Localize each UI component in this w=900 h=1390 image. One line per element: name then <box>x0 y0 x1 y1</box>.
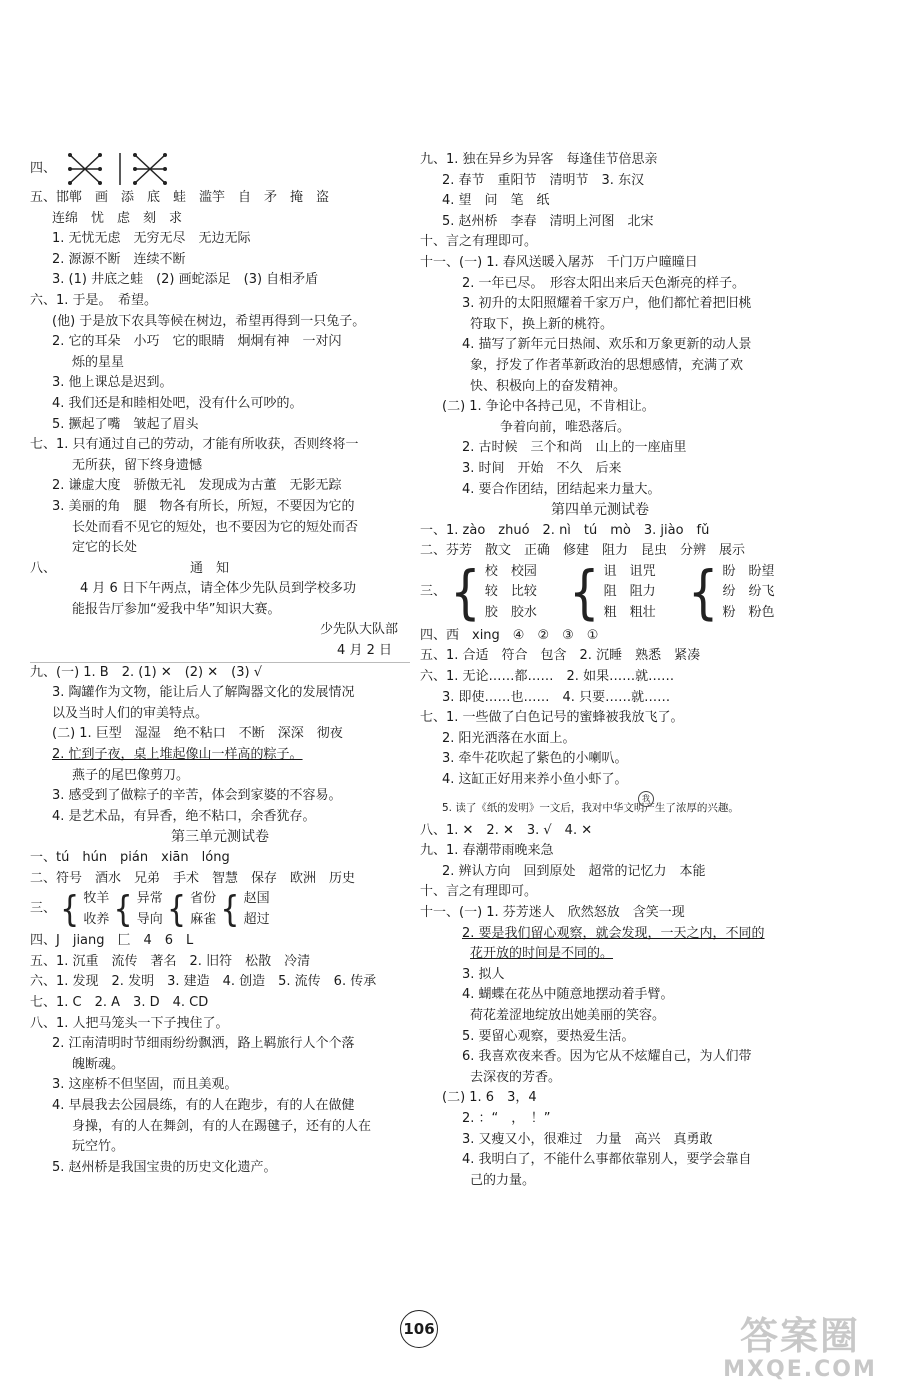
r9-line: 5. 赵州桥 李春 清明上河图 北宋 <box>442 213 654 229</box>
left-column <box>30 150 410 1178</box>
u3-line: 玩空竹。 <box>72 1139 125 1155</box>
u4-line: 4. 蝴蝶在花丛中随意地摆动着手臂。 <box>462 987 674 1003</box>
notice-body: 4 月 6 日下午两点，请全体少先队员到学校多功 <box>80 581 356 597</box>
u4-line: 七、1. 一些做了白色记号的蜜蜂被我放飞了。 <box>420 710 684 726</box>
page-number: 106 <box>400 1310 438 1348</box>
s7-line: 3. 美丽的角 腿 物各有所长，所短，不要因为它的 <box>52 498 355 514</box>
s7-line: 七、1. 只有通过自己的劳动，才能有所收获，否则终将一 <box>30 437 359 453</box>
s5-line: 2. 源源不断 连续不断 <box>52 251 186 267</box>
s6-line: 六、1. 于是。 希望。 <box>30 292 158 308</box>
s6-line: 4. 我们还是和睦相处吧，没有什么可吵的。 <box>52 395 303 411</box>
notice-signer: 少先队大队部 <box>319 622 398 638</box>
r9-line: 九、1. 独在异乡为异客 每逢佳节倍思亲 <box>420 152 658 167</box>
section-4-label: 四、 <box>30 161 57 176</box>
u4-line: (二) 1. 6 3，4 <box>442 1090 537 1106</box>
s9-line: 九、(一) 1. B 2. (1) ✕ (2) ✕ (3) √ <box>30 664 262 680</box>
right-column <box>420 150 780 1191</box>
r11-line: 符取下，换上新的桃符。 <box>470 316 614 332</box>
u3-line: 3. 这座桥不但坚固，而且美观。 <box>52 1077 238 1093</box>
u3-line: 八、1. 人把马笼头一下子拽住了。 <box>30 1015 229 1031</box>
s5-line: 五、邯郸 画 添 底 蛙 滥竽 自 矛 掩 盗 <box>30 190 330 205</box>
u4-line: 4. 这缸正好用来养小鱼小虾了。 <box>442 772 628 788</box>
brace: { <box>60 888 80 931</box>
s9-line: 以及当时人们的审美特点。 <box>52 705 209 721</box>
unit4-title: 第四单元测试卷 <box>551 502 649 519</box>
u4-word-groups: 三、 { 校 校园 较 比较 胶 胶水 { 诅 诅咒 阻 阻力 粗 粗壮 { 盼 盼望 纷 纷飞 粉 粉色 <box>420 559 775 627</box>
s5-line: 连绵 忧 虑 刻 求 <box>52 210 183 226</box>
u4-line: 八、1. ✕ 2. ✕ 3. √ 4. ✕ <box>420 822 593 838</box>
s6-line: 2. 它的耳朵 小巧 它的眼睛 炯炯有神 一对闪 <box>52 334 342 350</box>
u4-line: 3. 拟人 <box>462 966 505 982</box>
s9-line: 燕子的尾巴像剪刀。 <box>72 767 190 783</box>
r11-line: 4. 描写了新年元日热闹、欢乐和万象更新的动人景 <box>462 337 752 353</box>
watermark <box>710 1315 890 1382</box>
u4-line: 己的力量。 <box>470 1172 536 1188</box>
r11-line: 4. 要合作团结，团结起来力量大。 <box>462 481 661 497</box>
u4-line: 一、1. zào zhuó 2. nì tú mò 3. jiào fǔ <box>420 522 710 538</box>
s8-label: 八、 <box>30 560 57 576</box>
r11-line: (二) 1. 争论中各持己见，不肯相让。 <box>442 399 655 415</box>
u4-line: 二、芬芳 散文 正确 修建 阻力 昆虫 分辨 展示 <box>420 543 746 559</box>
u3-line: 五、1. 沉重 流传 著名 2. 旧符 松散 冷清 <box>30 953 311 969</box>
insertion-mark: 我 <box>638 791 654 807</box>
u4-line: 3. 牵牛花吹起了紫色的小喇叭。 <box>442 751 628 767</box>
r11-line: 3. 时间 开始 不久 后来 <box>462 460 622 476</box>
u4-line: 3. 又瘦又小，很难过 力量 高兴 真勇敢 <box>462 1131 713 1147</box>
s6-line: 5. 撅起了嘴 皱起了眉头 <box>52 416 199 432</box>
u4-line-handwritten: 5. 读了《纸的发明》一文后，我对中华文明产生了浓厚的兴趣。 我 <box>420 791 780 821</box>
watermark-main: 答案圈 <box>739 1314 860 1358</box>
s6-line: 3. 他上课总是迟到。 <box>52 375 173 391</box>
s5-line: 1. 无忧无虑 无穷无尽 无边无际 <box>52 231 251 247</box>
s9-line: (二) 1. 巨型 湿湿 绝不粘口 不断 深深 彻夜 <box>52 726 343 742</box>
u3-line: 魄断魂。 <box>72 1056 125 1072</box>
watermark-url: MXQE.COM <box>723 1357 877 1382</box>
u3-line: 5. 赵州桥是我国宝贵的历史文化遗产。 <box>52 1159 277 1175</box>
s7-line: 定它的长处 <box>72 540 138 556</box>
u3-line: 4. 早晨我去公园晨练，有的人在跑步，有的人在做健 <box>52 1097 355 1113</box>
notice-title-row <box>30 559 410 580</box>
u4-line: 花开放的时间是不同的。 <box>470 946 614 962</box>
u3-word-groups: 三、 { 牧羊 收养 { 异常 导向 { 省份 麻雀 { 赵国 超过 <box>30 888 270 931</box>
u4-line: 2. 要是我们留心观察，就会发现，一天之内，不同的 <box>462 925 765 941</box>
r11-line: 象，抒发了作者革新政治的思想感情，充满了欢 <box>470 357 744 373</box>
section-4 <box>30 150 410 188</box>
u4-line: 九、1. 春潮带雨晚来急 <box>420 843 554 859</box>
u4-line: 3. 即使……也…… 4. 只要……就…… <box>442 689 671 705</box>
r11-line: 争着向前，唯恐落后。 <box>500 419 631 435</box>
u3-line: 身操，有的人在舞剑，有的人在踢毽子，还有的人在 <box>72 1118 372 1134</box>
u4-line: 十、言之有理即可。 <box>420 884 538 900</box>
notice-date: 4 月 2 日 <box>30 641 410 663</box>
u4-line: 去深夜的芳香。 <box>470 1069 562 1085</box>
u4-line: 2. 阳光洒落在水面上。 <box>442 730 576 746</box>
s9-line: 3. 感受到了做粽子的辛苦，体会到家婆的不容易。 <box>52 788 342 804</box>
s7-line: 无所获，留下终身遗憾 <box>72 457 203 473</box>
u3-line: 七、1. C 2. A 3. D 4. CD <box>30 994 209 1010</box>
r11-line: 2. 一年已尽。 形容太阳出来后天色渐亮的样子。 <box>462 275 746 291</box>
s5-line: 3. (1) 井底之蛙 (2) 画蛇添足 (3) 自相矛盾 <box>52 272 319 288</box>
matching-lines-diagram <box>60 151 180 187</box>
notice-body: 能报告厅参加“爱我中华”知识大赛。 <box>72 601 281 617</box>
r9-line: 2. 春节 重阳节 清明节 3. 东汉 <box>442 172 645 188</box>
s7-line: 2. 谦虚大度 骄傲无礼 发现成为古董 无影无踪 <box>52 478 342 494</box>
u4-line: 荷花羞涩地绽放出她美丽的笑容。 <box>470 1007 666 1023</box>
s6-line: (他) 于是放下农具等候在树边，希望再得到一只兔子。 <box>52 313 366 329</box>
u3-line: 2. 江南清明时节细雨纷纷飘洒，路上羁旅行人个个落 <box>52 1036 355 1052</box>
s9-line: 4. 是艺术品，有异香，绝不粘口，余香犹存。 <box>52 808 316 824</box>
r11-line: 快、积极向上的奋发精神。 <box>470 378 627 394</box>
r11-line: 2. 古时候 三个和尚 山上的一座庙里 <box>462 440 687 456</box>
s9-line: 2. 忙到子夜，桌上堆起像山一样高的粽子。 <box>52 747 303 763</box>
r11-line: 十一、(一) 1. 春风送暖入屠苏 千门万户曈曈日 <box>420 254 698 270</box>
u4-line: 6. 我喜欢夜来香。因为它从不炫耀自己，为人们带 <box>462 1049 752 1065</box>
u4-line: 2. 辨认方向 回到原处 超常的记忆力 本能 <box>442 863 706 879</box>
s7-line: 长处而看不见它的短处，也不要因为它的短处而否 <box>72 519 359 535</box>
u3-line: 六、1. 发现 2. 发明 3. 建造 4. 创造 5. 流传 6. 传承 <box>30 974 377 990</box>
u4-line: 五、1. 合适 符合 包含 2. 沉睡 熟悉 紧凑 <box>420 648 701 664</box>
r11-line: 3. 初升的太阳照耀着千家万户，他们都忙着把旧桃 <box>462 296 752 312</box>
u4-line: 四、西 xing ④ ② ③ ① <box>420 627 599 643</box>
u4-line: 4. 我明白了，不能什么事都依靠别人，要学会靠自 <box>462 1152 752 1168</box>
s6-line: 烁的星星 <box>72 354 125 370</box>
u3-line: 二、符号 酒水 兄弟 手术 智慧 保存 欧洲 历史 <box>30 870 356 886</box>
u4-line: 2. ：“ ， ！” <box>462 1110 551 1126</box>
s9-line: 3. 陶罐作为文物，能让后人了解陶器文化的发展情况 <box>52 685 355 701</box>
u4-line: 十一、(一) 1. 芬芳迷人 欣然怒放 含笑一现 <box>420 905 685 920</box>
notice-title: 通 知 <box>190 560 230 576</box>
u4-line: 六、1. 无论……都…… 2. 如果……就…… <box>420 669 675 685</box>
u3-line: 四、J jiang 匚 4 6 L <box>30 933 194 949</box>
r9-line: 4. 望 问 笔 纸 <box>442 193 550 209</box>
unit3-title: 第三单元测试卷 <box>171 829 269 846</box>
r10-line: 十、言之有理即可。 <box>420 234 538 250</box>
u3-line: 一、tú hún pián xiān lóng <box>30 850 230 865</box>
u4-line: 5. 要留心观察，要热爱生活。 <box>462 1028 635 1044</box>
